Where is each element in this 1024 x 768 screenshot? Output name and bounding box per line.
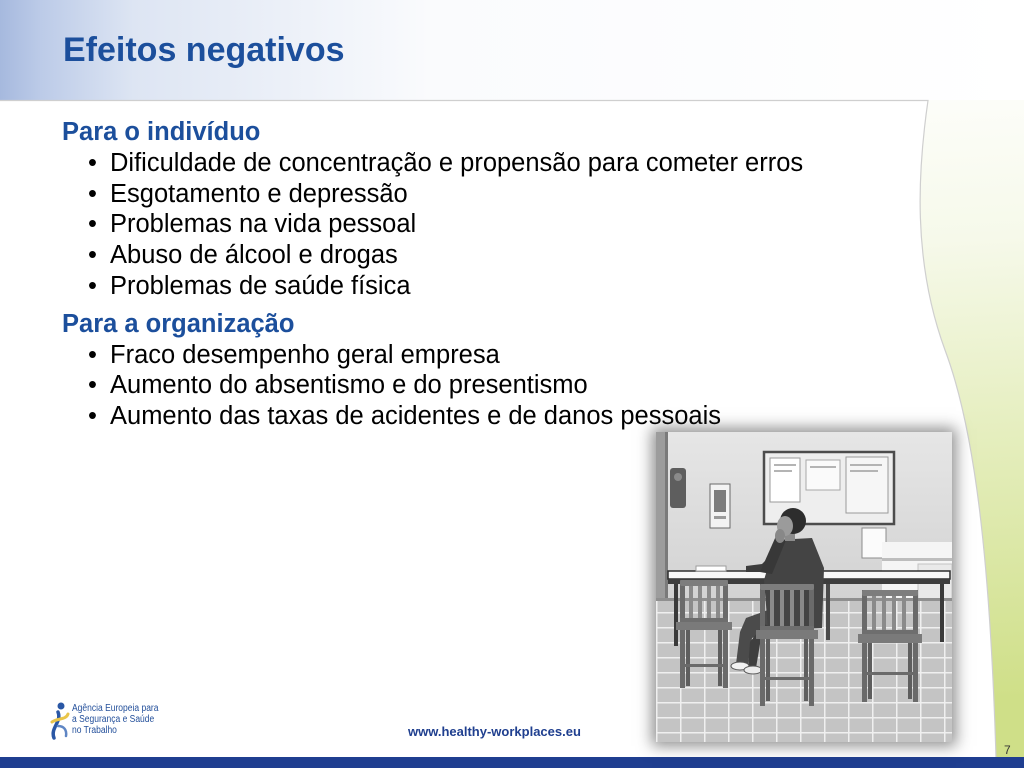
bullet-text: Esgotamento e depressão: [110, 179, 408, 208]
chair-post: [809, 584, 814, 706]
logo-line: no Trabalho: [72, 725, 117, 736]
table-leg: [674, 584, 678, 646]
table-leg: [940, 584, 944, 642]
eu-osha-logo-icon: [48, 700, 70, 740]
bullet-text: Aumento do absentismo e do presentismo: [110, 371, 588, 400]
slide-photo: [656, 432, 952, 742]
bullet-glyph: •: [88, 371, 97, 400]
chair-post: [913, 590, 918, 702]
paper-on-table: [696, 566, 726, 571]
bullet-text: Aumento das taxas de acidentes e de danos pessoais: [110, 402, 721, 431]
bullet-item: [62, 179, 922, 210]
logo-head: [58, 703, 65, 710]
chair-post: [723, 580, 728, 688]
chair-slat: [902, 596, 906, 632]
logo-text: [72, 703, 158, 736]
chair-slat: [707, 586, 711, 620]
bullet-glyph: •: [88, 340, 97, 369]
wall-sign-left: [670, 468, 686, 508]
wall-poster: [710, 484, 730, 528]
board-paper: [806, 460, 840, 490]
bullet-glyph: •: [88, 402, 97, 431]
chair-slat: [716, 586, 720, 620]
bullet-text: Dificuldade de concentração e propensão para cometer erros: [110, 148, 804, 177]
chair-seat: [858, 634, 922, 643]
man-hand: [775, 529, 785, 543]
chair-leg: [868, 643, 872, 699]
slide-title: Efeitos negativos: [63, 31, 345, 69]
bullet-item: [62, 148, 922, 179]
logo-line: a Segurança e Saúde: [72, 714, 155, 725]
section-organization: [62, 309, 922, 432]
chair-back-rail: [862, 630, 918, 634]
poster-image: [714, 490, 726, 512]
bullet-text: Fraco desempenho geral empresa: [110, 340, 500, 369]
chair-post: [760, 584, 765, 706]
chair-back-rail: [680, 618, 728, 622]
chair-top-rail: [760, 584, 814, 590]
bullet-item: [62, 209, 922, 240]
slide-content: [62, 117, 922, 432]
sign-dot: [674, 473, 682, 481]
logo-arm-stroke: [58, 726, 66, 736]
chair-seat: [676, 622, 732, 630]
bullet-item: [62, 370, 922, 401]
paper-line: [774, 470, 792, 472]
chair-leg: [686, 630, 690, 686]
paper-line: [850, 464, 882, 466]
chair-stretcher: [762, 677, 812, 680]
chair-slat: [882, 596, 886, 632]
chair-leg: [908, 643, 912, 699]
chair-slat: [780, 590, 784, 628]
bullet-item: [62, 271, 922, 302]
bullet-item: [62, 240, 922, 271]
chair-seat: [756, 630, 818, 639]
bullet-glyph: •: [88, 179, 97, 208]
chair-leg: [718, 630, 722, 686]
bullet-text: Abuso de álcool e drogas: [110, 241, 398, 270]
chair-top-rail: [862, 590, 918, 596]
bullet-glyph: •: [88, 148, 97, 177]
chair-stretcher: [682, 664, 726, 667]
footer-url: www.healthy-workplaces.eu: [408, 724, 581, 739]
chair-slat: [790, 590, 794, 628]
table-leg: [826, 584, 830, 640]
bullet-glyph: •: [88, 241, 97, 270]
chair-slat: [698, 586, 702, 620]
section-heading: Para a organização: [62, 309, 295, 338]
chair-top-rail: [680, 580, 728, 586]
chair-leg: [804, 639, 808, 701]
bullet-item: [62, 401, 922, 432]
bullet-glyph: •: [88, 210, 97, 239]
chair-slat: [872, 596, 876, 632]
chair-stretcher: [864, 672, 916, 675]
chair-back-rail: [760, 626, 814, 630]
paper-line: [810, 466, 836, 468]
poster-caption: [714, 516, 726, 519]
door-frame: [656, 432, 665, 602]
agency-logo: [48, 700, 170, 742]
section-individual: [62, 117, 922, 302]
chair-slat: [892, 596, 896, 632]
section-heading: Para o indivíduo: [62, 118, 261, 146]
bullet-text: Problemas na vida pessoal: [110, 210, 417, 239]
bullet-item: [62, 340, 922, 371]
paper-line: [774, 464, 796, 466]
chair-post: [862, 590, 867, 702]
bullet-text: Problemas de saúde física: [110, 271, 411, 300]
bullet-glyph: •: [88, 271, 97, 300]
counter-edge: [882, 558, 952, 561]
chair-slat: [689, 586, 693, 620]
logo-line: Agência Europeia para: [72, 703, 159, 714]
office-photo-illustration: [656, 432, 952, 742]
chair-post: [680, 580, 685, 688]
chair-leg: [766, 639, 770, 701]
page-number: 7: [1004, 743, 1011, 757]
man-shoe: [744, 666, 762, 674]
chair-slat: [770, 590, 774, 628]
paper-line: [850, 470, 878, 472]
bottom-bar: [0, 757, 1024, 768]
chair-slat: [800, 590, 804, 628]
